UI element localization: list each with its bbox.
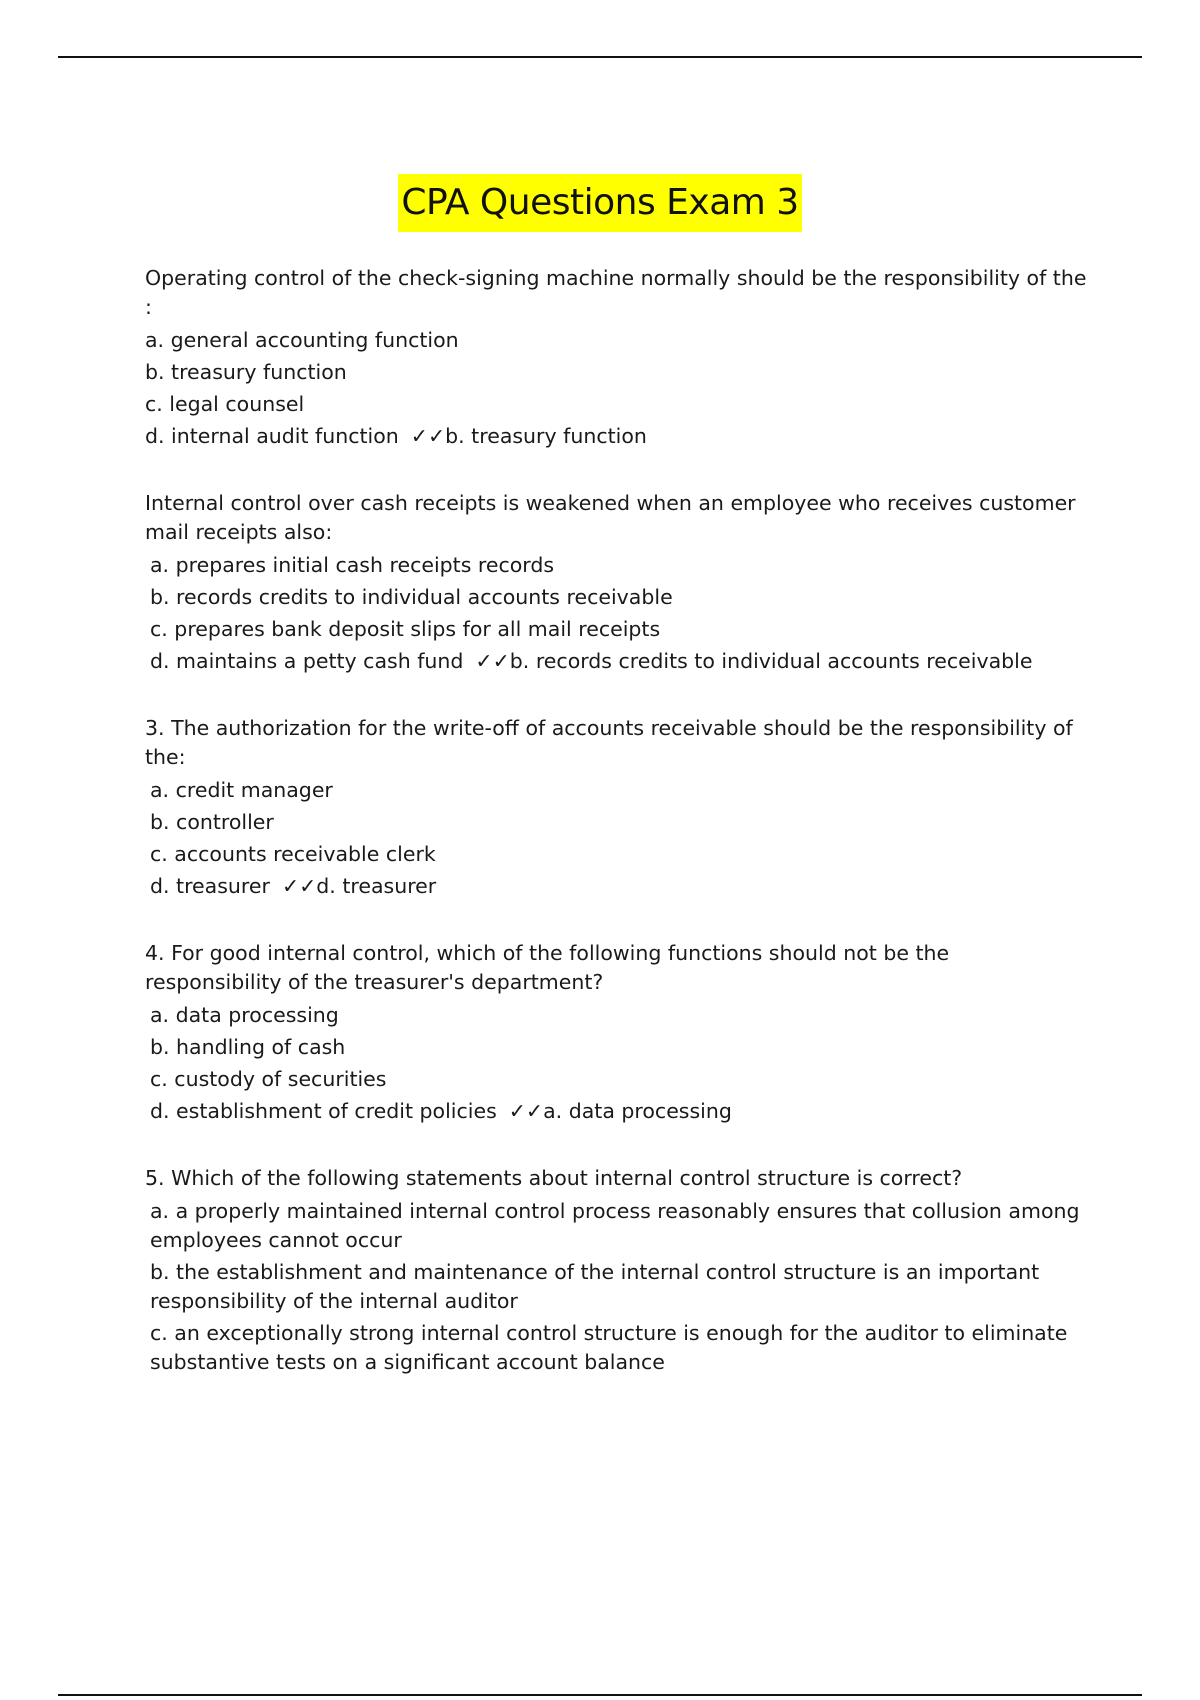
correct-answer: b. treasury function: [445, 424, 647, 448]
option-b: b. treasury function: [145, 360, 347, 384]
question-list: [145, 264, 1090, 1415]
question-5: [145, 1164, 1090, 1377]
option-c: c. accounts receivable clerk: [150, 842, 436, 866]
option-d-with-answer: [145, 872, 1090, 901]
option-d: d. treasurer: [150, 874, 270, 898]
option-b: b. handling of cash: [150, 1035, 346, 1059]
option-c: c. prepares bank deposit slips for all mail receipts: [150, 617, 661, 641]
top-rule: [58, 56, 1142, 58]
option-b: b. the establishment and maintenance of the internal control structure is an important responsibility of the internal auditor: [150, 1260, 1040, 1313]
correct-answer: a. data processing: [543, 1099, 732, 1123]
checkmark-icon: ✓✓: [508, 1099, 544, 1123]
question-3: [145, 714, 1090, 901]
option-d: d. maintains a petty cash fund: [150, 649, 464, 673]
question-1: [145, 264, 1090, 451]
question-stem: 5. Which of the following statements about internal control structure is correct?: [145, 1166, 963, 1190]
option-a: a. credit manager: [150, 778, 333, 802]
option-d: d. establishment of credit policies: [150, 1099, 497, 1123]
checkmark-icon: ✓✓: [410, 424, 446, 448]
page-title: CPA Questions Exam 3: [398, 174, 801, 232]
option-d-with-answer: [145, 422, 1090, 451]
question-stem: Operating control of the check-signing machine normally should be the responsibility of the :: [145, 266, 1087, 319]
option-d-with-answer: [145, 1097, 1090, 1126]
question-4: [145, 939, 1090, 1126]
question-stem: 4. For good internal control, which of the following functions should not be the responsibility of the treasurer's department?: [145, 941, 950, 994]
option-d: d. internal audit function: [145, 424, 399, 448]
option-b: b. records credits to individual accounts receivable: [150, 585, 673, 609]
option-c: c. an exceptionally strong internal control structure is enough for the auditor to eliminate substantive tests on a significant account balance: [150, 1321, 1068, 1374]
option-c: c. custody of securities: [150, 1067, 387, 1091]
option-b: b. controller: [150, 810, 274, 834]
option-a: a. a properly maintained internal control process reasonably ensures that collusion among employees cannot occur: [150, 1199, 1080, 1252]
correct-answer: d. treasurer: [316, 874, 437, 898]
question-2: [145, 489, 1090, 676]
title-container: [0, 174, 1200, 232]
checkmark-icon: ✓✓: [475, 649, 510, 673]
option-a: a. general accounting function: [145, 328, 459, 352]
question-stem: Internal control over cash receipts is weakened when an employee who receives customer mail receipts also:: [145, 491, 1076, 544]
correct-answer: b. records credits to individual accounts receivable: [509, 649, 1033, 673]
option-a: a. prepares initial cash receipts records: [150, 553, 555, 577]
option-d-with-answer: [145, 647, 1090, 676]
option-a: a. data processing: [150, 1003, 339, 1027]
checkmark-icon: ✓✓: [281, 874, 317, 898]
bottom-rule: [58, 1694, 1142, 1696]
question-stem: 3. The authorization for the write-off of accounts receivable should be the responsibility of the:: [145, 716, 1073, 769]
option-c: c. legal counsel: [145, 392, 305, 416]
